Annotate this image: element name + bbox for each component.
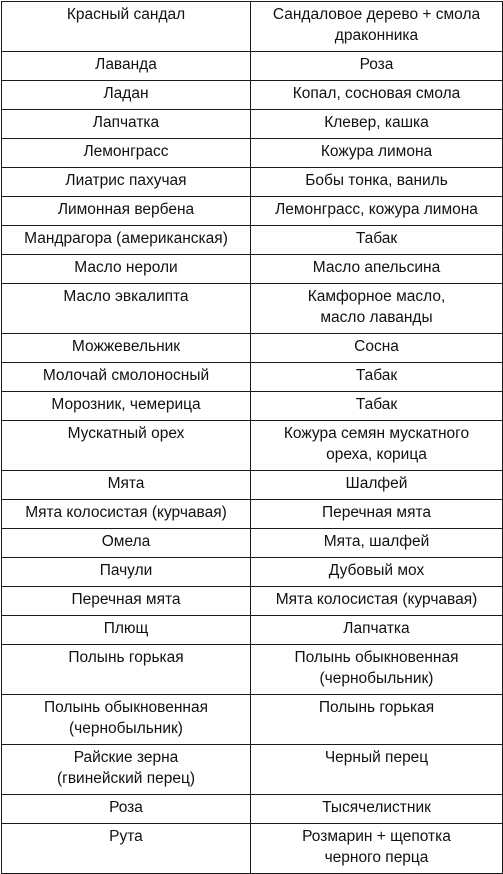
substitute-cell: Полынь обыкновенная (чернобыльник) bbox=[251, 645, 503, 695]
ingredient-cell: Морозник, чемерица bbox=[2, 392, 251, 421]
table-row bbox=[2, 795, 503, 824]
ingredient-cell: Мята колосистая (курчавая) bbox=[2, 500, 251, 529]
ingredient-cell: Омела bbox=[2, 529, 251, 558]
table-row bbox=[2, 168, 503, 197]
ingredient-cell: Ладан bbox=[2, 81, 251, 110]
ingredient-cell: Можжевельник bbox=[2, 334, 251, 363]
table-row bbox=[2, 363, 503, 392]
table-row bbox=[2, 824, 503, 874]
table-row bbox=[2, 334, 503, 363]
substitute-cell: Тысячелистник bbox=[251, 795, 503, 824]
substitute-cell: Черный перец bbox=[251, 745, 503, 795]
ingredient-cell: Молочай смолоносный bbox=[2, 363, 251, 392]
table-row bbox=[2, 110, 503, 139]
table-row bbox=[2, 392, 503, 421]
substitute-cell: Табак bbox=[251, 392, 503, 421]
substitute-cell: Лемонграсс, кожура лимона bbox=[251, 197, 503, 226]
table-row bbox=[2, 558, 503, 587]
table-row bbox=[2, 81, 503, 110]
substitute-cell: Шалфей bbox=[251, 471, 503, 500]
table-row bbox=[2, 471, 503, 500]
substitute-cell: Дубовый мох bbox=[251, 558, 503, 587]
substitute-cell: Табак bbox=[251, 226, 503, 255]
ingredient-cell: Лаванда bbox=[2, 52, 251, 81]
table-row bbox=[2, 529, 503, 558]
substitute-cell: Розмарин + щепотка черного перца bbox=[251, 824, 503, 874]
table-row bbox=[2, 745, 503, 795]
substitute-cell: Клевер, кашка bbox=[251, 110, 503, 139]
substitute-cell: Кожура семян мускатного ореха, корица bbox=[251, 421, 503, 471]
substitute-cell: Мята, шалфей bbox=[251, 529, 503, 558]
ingredient-cell: Мандрагора (американская) bbox=[2, 226, 251, 255]
ingredient-cell: Масло эвкалипта bbox=[2, 284, 251, 334]
table-row bbox=[2, 197, 503, 226]
substitute-cell: Полынь горькая bbox=[251, 695, 503, 745]
ingredient-cell: Лиатрис пахучая bbox=[2, 168, 251, 197]
table-row bbox=[2, 2, 503, 52]
substitute-cell: Камфорное масло, масло лаванды bbox=[251, 284, 503, 334]
ingredient-cell: Рута bbox=[2, 824, 251, 874]
table-row bbox=[2, 695, 503, 745]
ingredient-cell: Лимонная вербена bbox=[2, 197, 251, 226]
ingredient-cell: Лемонграсс bbox=[2, 139, 251, 168]
substitute-cell: Роза bbox=[251, 52, 503, 81]
ingredient-cell: Роза bbox=[2, 795, 251, 824]
ingredient-cell: Плющ bbox=[2, 616, 251, 645]
substitution-table bbox=[1, 1, 503, 874]
table-row bbox=[2, 284, 503, 334]
substitute-cell: Бобы тонка, ваниль bbox=[251, 168, 503, 197]
table-row bbox=[2, 587, 503, 616]
substitute-cell: Масло апельсина bbox=[251, 255, 503, 284]
ingredient-cell: Пачули bbox=[2, 558, 251, 587]
substitute-cell: Сосна bbox=[251, 334, 503, 363]
ingredient-cell: Лапчатка bbox=[2, 110, 251, 139]
table-row bbox=[2, 226, 503, 255]
substitute-cell: Лапчатка bbox=[251, 616, 503, 645]
ingredient-cell: Мускатный орех bbox=[2, 421, 251, 471]
table-row bbox=[2, 255, 503, 284]
ingredient-cell: Полынь горькая bbox=[2, 645, 251, 695]
ingredient-cell: Райские зерна (гвинейский перец) bbox=[2, 745, 251, 795]
ingredient-cell: Мята bbox=[2, 471, 251, 500]
ingredient-cell: Красный сандал bbox=[2, 2, 251, 52]
substitute-cell: Табак bbox=[251, 363, 503, 392]
table-body bbox=[2, 2, 503, 874]
table-row bbox=[2, 139, 503, 168]
ingredient-cell: Полынь обыкновенная (чернобыльник) bbox=[2, 695, 251, 745]
table-row bbox=[2, 500, 503, 529]
table-row bbox=[2, 52, 503, 81]
substitute-cell: Сандаловое дерево + смола драконника bbox=[251, 2, 503, 52]
substitute-cell: Кожура лимона bbox=[251, 139, 503, 168]
table-row bbox=[2, 645, 503, 695]
ingredient-cell: Масло нероли bbox=[2, 255, 251, 284]
table-row bbox=[2, 616, 503, 645]
substitute-cell: Перечная мята bbox=[251, 500, 503, 529]
substitute-cell: Мята колосистая (курчавая) bbox=[251, 587, 503, 616]
table-row bbox=[2, 421, 503, 471]
substitute-cell: Копал, сосновая смола bbox=[251, 81, 503, 110]
ingredient-cell: Перечная мята bbox=[2, 587, 251, 616]
